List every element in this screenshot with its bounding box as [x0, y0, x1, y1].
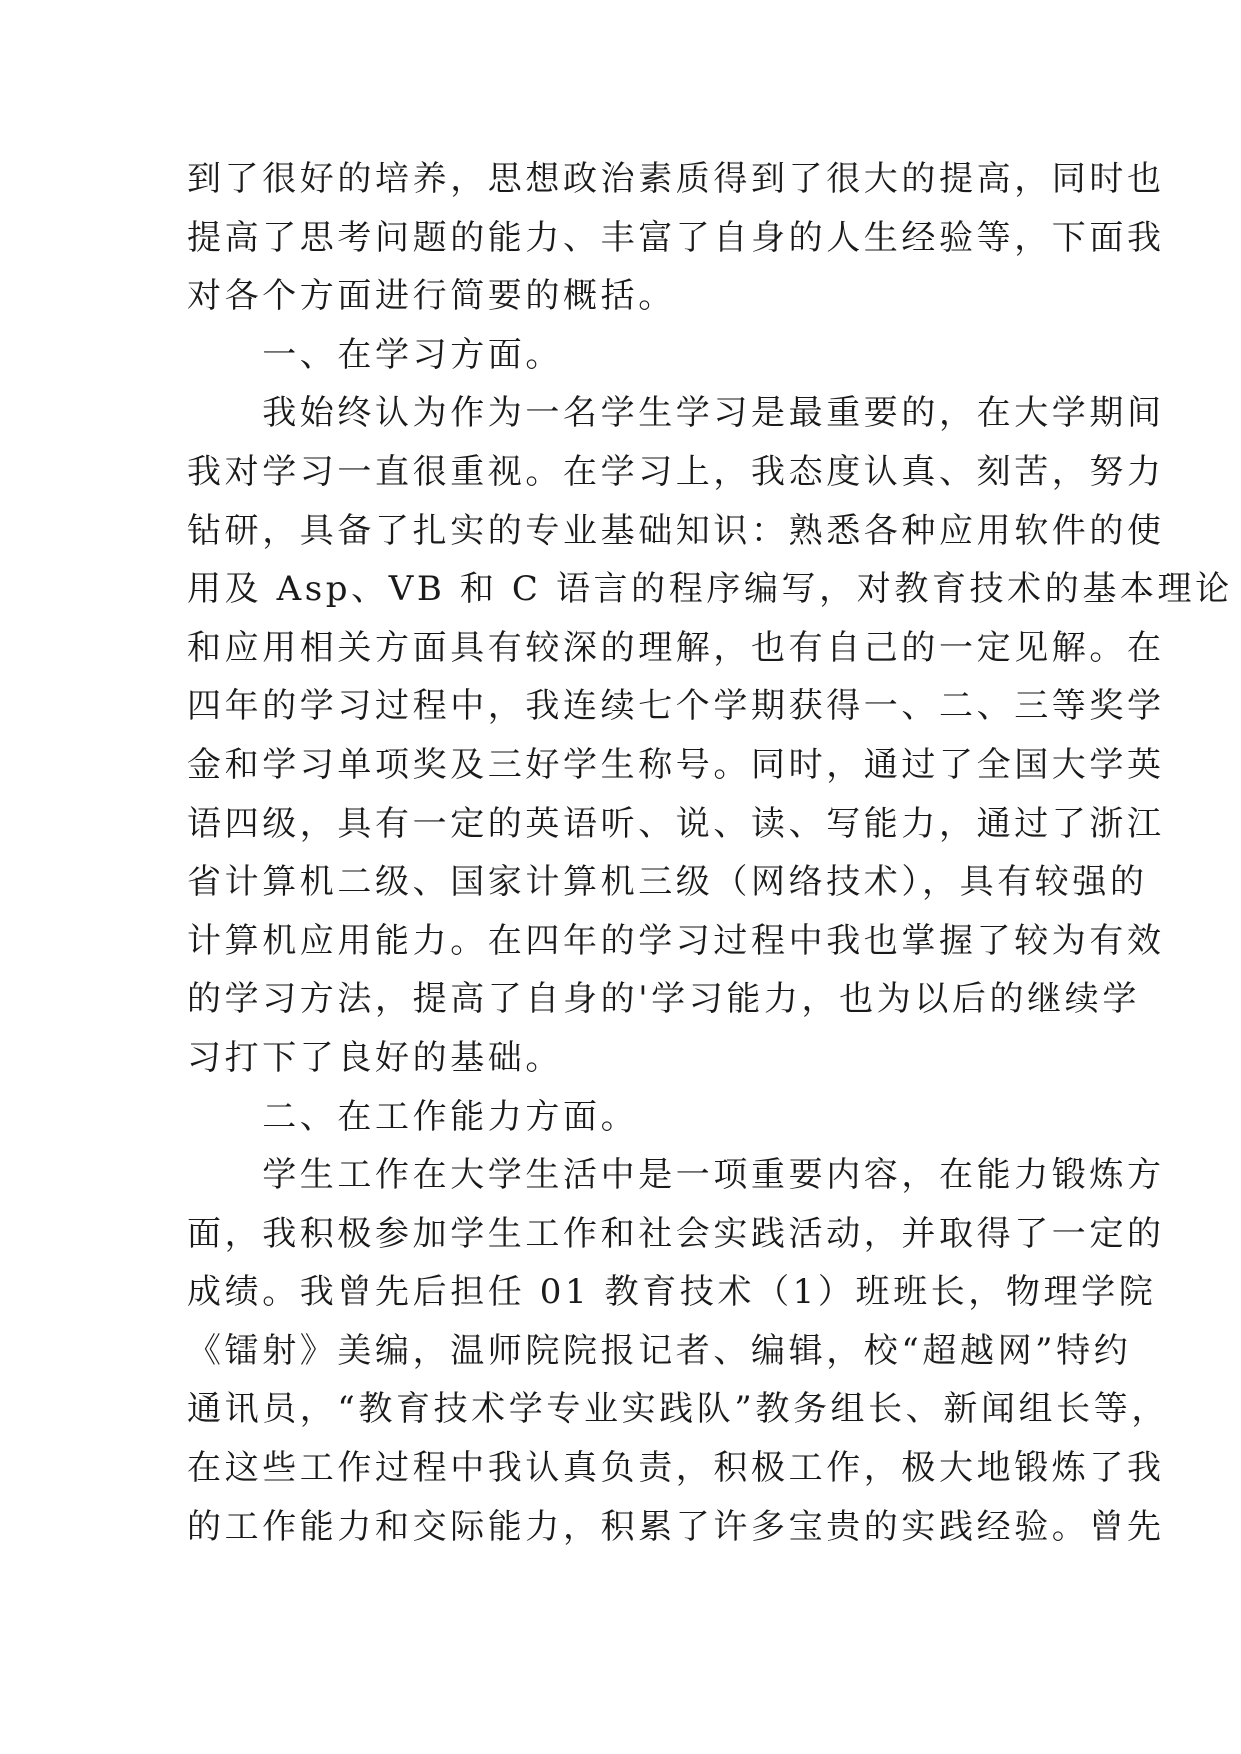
text-line: 对各个方面进行简要的概括。 — [187, 276, 676, 317]
text-line: 和应用相关方面具有较深的理解，也有自己的一定见解。在 — [187, 627, 1165, 668]
text-line: 习打下了良好的基础。 — [187, 1037, 563, 1078]
section-heading: 二、在工作能力方面。 — [187, 1096, 639, 1137]
text-line: 省计算机二级、国家计算机三级（网络技术），具有较强的 — [187, 862, 1148, 903]
text-line: 成绩。我曾先后担任 01 教育技术（1）班班长，物理学院 — [187, 1272, 1157, 1313]
text-line: 学生工作在大学生活中是一项重要内容，在能力锻炼方 — [187, 1155, 1165, 1196]
text-line: 语四级，具有一定的英语听、说、读、写能力，通过了浙江 — [187, 803, 1165, 844]
text-line: 我始终认为作为一名学生学习是最重要的，在大学期间 — [187, 393, 1165, 434]
text-line: 提高了思考问题的能力、丰富了自身的人生经验等，下面我 — [187, 217, 1165, 258]
text-line: 钻研，具备了扎实的专业基础知识：熟悉各种应用软件的使 — [187, 510, 1165, 551]
text-line: 《镭射》美编，温师院院报记者、编辑，校“超越网”特约 — [187, 1330, 1132, 1371]
text-line: 面，我积极参加学生工作和社会实践活动，并取得了一定的 — [187, 1213, 1165, 1254]
text-line: 四年的学习过程中，我连续七个学期获得一、二、三等奖学 — [187, 686, 1165, 727]
text-line: 的学习方法，提高了自身的'学习能力，也为以后的继续学 — [187, 979, 1140, 1020]
text-line: 通讯员，“教育技术学专业实践队”教务组长、新闻组长等， — [187, 1389, 1169, 1430]
text-line: 在这些工作过程中我认真负责，积极工作，极大地锻炼了我 — [187, 1448, 1165, 1489]
text-line: 金和学习单项奖及三好学生称号。同时，通过了全国大学英 — [187, 744, 1165, 785]
section-heading: 一、在学习方面。 — [187, 334, 563, 375]
text-line: 我对学习一直很重视。在学习上，我态度认真、刻苦，努力 — [187, 451, 1165, 492]
body-text — [187, 150, 1233, 1556]
text-line: 计算机应用能力。在四年的学习过程中我也掌握了较为有效 — [187, 920, 1165, 961]
text-line: 用及 Asp、VB 和 C 语言的程序编写，对教育技术的基本理论 — [187, 569, 1233, 610]
text-line: 的工作能力和交际能力，积累了许多宝贵的实践经验。曾先 — [187, 1506, 1165, 1547]
text-line: 到了很好的培养，思想政治素质得到了很大的提高，同时也 — [187, 159, 1165, 199]
